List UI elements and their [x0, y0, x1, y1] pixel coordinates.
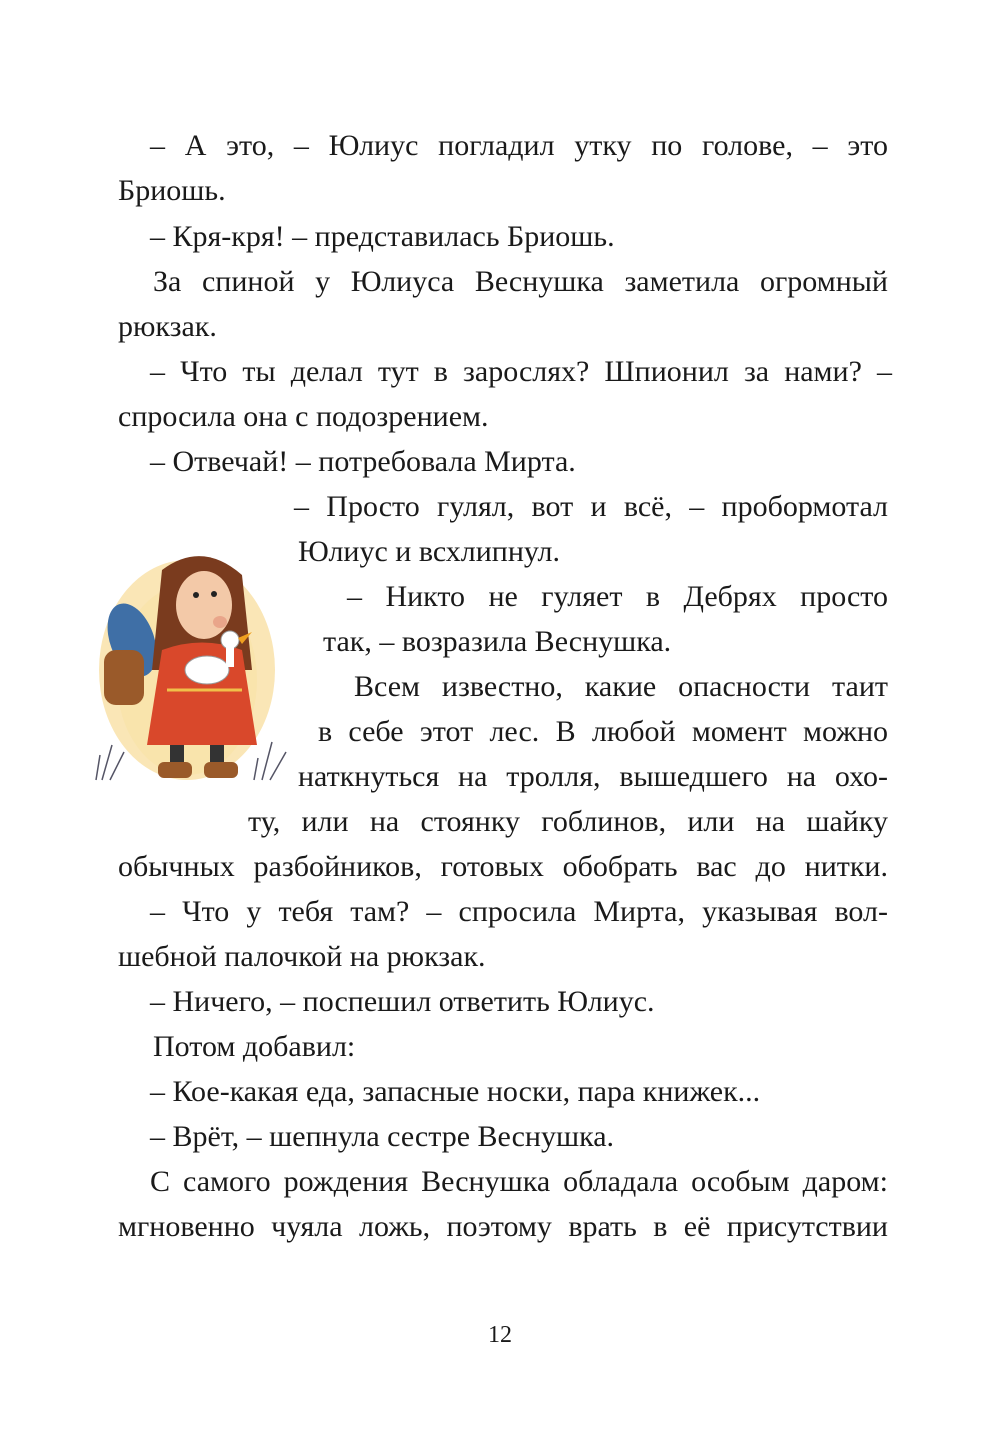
text-line: – Что ты делал тут в зарослях? Шпионил за нами? –	[150, 355, 892, 388]
text-line: За спиной у Юлиуса Веснушка заметила огромный	[153, 265, 888, 298]
text-line: С самого рождения Веснушка обладала особым даром:	[150, 1165, 888, 1198]
text-line: ту, или на стоянку гоблинов, или на шайку	[248, 805, 888, 838]
page-number: 12	[488, 1322, 512, 1348]
text-line: наткнуться на тролля, вышедшего на охо-	[298, 760, 888, 793]
text-line: Бриошь.	[118, 174, 226, 207]
text-line: – Просто гулял, вот и всё, – пробормотал	[294, 490, 888, 523]
text-line: Потом добавил:	[153, 1030, 356, 1063]
text-line: – Что у тебя там? – спросила Мирта, указывая вол-	[150, 895, 888, 928]
text-line: рюкзак.	[118, 310, 217, 343]
text-line: – Никто не гуляет в Дебрях просто	[347, 580, 888, 613]
text-line: шебной палочкой на рюкзак.	[118, 940, 486, 973]
text-line: спросила она с подозрением.	[118, 400, 489, 433]
text-line: в себе этот лес. В любой момент можно	[318, 715, 888, 748]
text-line: так, – возразила Веснушка.	[323, 625, 672, 658]
text-line: мгновенно чуяла ложь, поэтому врать в её присутствии	[118, 1210, 888, 1243]
text-line: – Кря-кря! – представилась Бриошь.	[150, 220, 615, 253]
girl-with-backpack-holding-duck-icon	[92, 530, 292, 800]
text-line: – А это, – Юлиус погладил утку по голове, – это	[150, 129, 888, 162]
text-line: – Кое-какая еда, запасные носки, пара книжек...	[150, 1075, 761, 1108]
text-line: – Врёт, – шепнула сестре Веснушка.	[150, 1120, 615, 1153]
text-line: – Ничего, – поспешил ответить Юлиус.	[150, 985, 655, 1018]
text-line: – Отвечай! – потребовала Мирта.	[150, 445, 576, 478]
text-line: Всем известно, какие опасности таит	[354, 670, 888, 703]
text-line: Юлиус и всхлипнул.	[298, 535, 561, 568]
text-line: обычных разбойников, готовых обобрать вас до нитки.	[118, 850, 888, 883]
